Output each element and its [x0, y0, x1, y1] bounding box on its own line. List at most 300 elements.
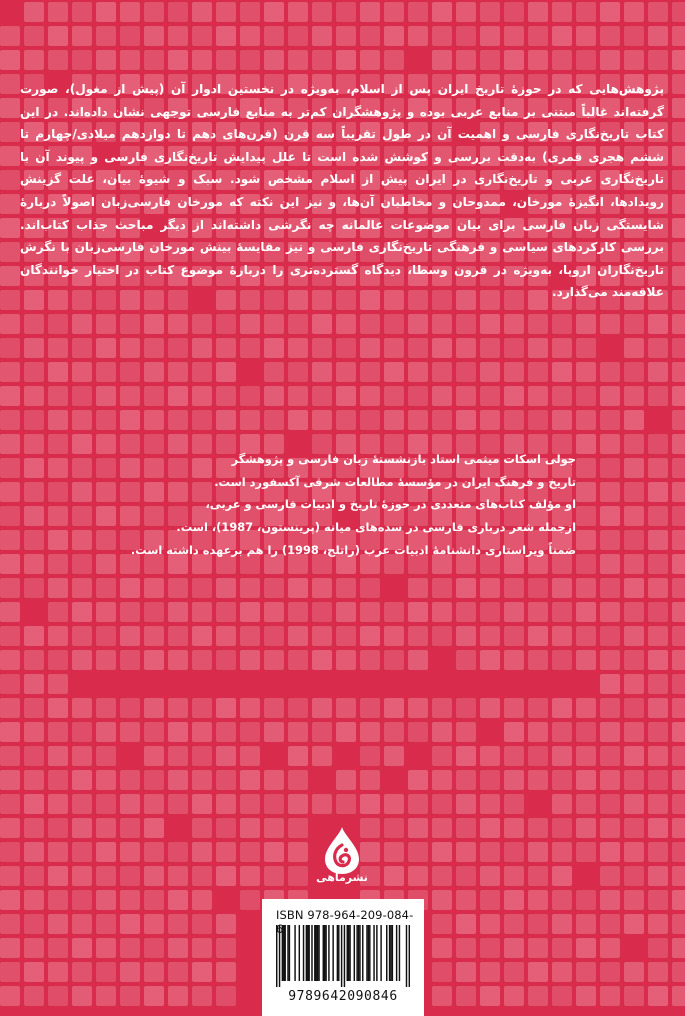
pattern-tile: [144, 650, 164, 670]
pattern-tile: [624, 626, 644, 646]
pattern-tile: [576, 506, 596, 526]
pattern-tile: [240, 794, 260, 814]
pattern-tile: [0, 554, 20, 574]
pattern-tile: [672, 434, 685, 454]
pattern-tile: [408, 770, 428, 790]
pattern-tile: [576, 914, 596, 934]
pattern-tile: [0, 602, 20, 622]
pattern-tile: [0, 938, 20, 958]
pattern-tile: [96, 506, 116, 526]
pattern-tile: [672, 698, 685, 718]
pattern-tile: [336, 2, 356, 22]
pattern-tile: [576, 26, 596, 46]
pattern-tile: [288, 602, 308, 622]
barcode-bar: [338, 925, 339, 981]
pattern-tile: [120, 2, 140, 22]
pattern-tile: [624, 458, 644, 478]
pattern-tile: [96, 914, 116, 934]
pattern-tile: [480, 986, 500, 1006]
pattern-tile: [24, 362, 44, 382]
pattern-tile: [480, 818, 500, 838]
pattern-tile: [408, 818, 428, 838]
pattern-tile: [144, 866, 164, 886]
pattern-tile: [528, 818, 548, 838]
pattern-tile: [672, 794, 685, 814]
pattern-tile: [240, 818, 260, 838]
pattern-tile: [672, 866, 685, 886]
pattern-tile: [576, 314, 596, 334]
pattern-tile: [456, 50, 476, 70]
pattern-tile: [24, 794, 44, 814]
pattern-tile: [72, 530, 92, 550]
pattern-tile: [168, 770, 188, 790]
pattern-tile: [96, 650, 116, 670]
pattern-tile: [432, 362, 452, 382]
pattern-tile: [48, 866, 68, 886]
pattern-tile: [264, 794, 284, 814]
pattern-tile: [96, 410, 116, 430]
pattern-tile: [168, 602, 188, 622]
pattern-tile: [504, 938, 524, 958]
pattern-tile: [240, 722, 260, 742]
pattern-tile: [480, 2, 500, 22]
pattern-tile: [24, 722, 44, 742]
pattern-tile: [408, 866, 428, 886]
pattern-tile: [336, 26, 356, 46]
pattern-tile: [0, 146, 20, 166]
pattern-tile: [648, 626, 668, 646]
pattern-tile: [48, 818, 68, 838]
pattern-tile: [528, 770, 548, 790]
pattern-tile: [528, 50, 548, 70]
pattern-tile: [264, 650, 284, 670]
pattern-tile: [528, 890, 548, 910]
barcode: [276, 925, 410, 987]
barcode-bar: [279, 925, 280, 987]
barcode-bar: [308, 925, 309, 981]
pattern-tile: [144, 338, 164, 358]
pattern-tile: [120, 914, 140, 934]
pattern-tile: [600, 770, 620, 790]
pattern-tile: [0, 818, 20, 838]
pattern-tile: [528, 26, 548, 46]
pattern-tile: [504, 866, 524, 886]
pattern-tile: [96, 26, 116, 46]
pattern-tile: [96, 338, 116, 358]
pattern-tile: [552, 338, 572, 358]
pattern-tile: [48, 530, 68, 550]
pattern-tile: [432, 410, 452, 430]
pattern-tile: [672, 266, 685, 286]
pattern-tile: [48, 2, 68, 22]
pattern-tile: [312, 626, 332, 646]
pattern-tile: [192, 818, 212, 838]
pattern-tile: [576, 770, 596, 790]
pattern-tile: [72, 458, 92, 478]
pattern-tile: [216, 842, 236, 862]
pattern-tile: [576, 626, 596, 646]
pattern-tile: [624, 818, 644, 838]
pattern-tile: [0, 290, 20, 310]
pattern-tile: [600, 626, 620, 646]
pattern-tile: [240, 314, 260, 334]
pattern-tile: [216, 386, 236, 406]
pattern-tile: [240, 746, 260, 766]
pattern-tile: [432, 578, 452, 598]
pattern-tile: [384, 698, 404, 718]
pattern-tile: [432, 338, 452, 358]
pattern-tile: [648, 650, 668, 670]
pattern-tile: [600, 410, 620, 430]
pattern-tile: [624, 530, 644, 550]
pattern-tile: [216, 818, 236, 838]
pattern-tile: [24, 842, 44, 862]
pattern-tile: [672, 194, 685, 214]
barcode-bar: [341, 925, 342, 987]
pattern-tile: [456, 986, 476, 1006]
pattern-tile: [48, 26, 68, 46]
pattern-tile: [72, 386, 92, 406]
pattern-tile: [24, 674, 44, 694]
pattern-tile: [624, 482, 644, 502]
pattern-tile: [672, 290, 685, 310]
pattern-tile: [216, 866, 236, 886]
pattern-tile: [624, 794, 644, 814]
pattern-tile: [672, 506, 685, 526]
pattern-tile: [24, 506, 44, 526]
pattern-tile: [528, 410, 548, 430]
pattern-tile: [72, 482, 92, 502]
pattern-tile: [312, 746, 332, 766]
pattern-tile: [120, 362, 140, 382]
pattern-tile: [360, 410, 380, 430]
pattern-tile: [216, 410, 236, 430]
pattern-tile: [48, 50, 68, 70]
pattern-tile: [648, 986, 668, 1006]
pattern-tile: [528, 938, 548, 958]
pattern-tile: [504, 746, 524, 766]
pattern-tile: [96, 50, 116, 70]
pattern-tile: [672, 746, 685, 766]
pattern-tile: [600, 2, 620, 22]
pattern-tile: [72, 434, 92, 454]
pattern-tile: [216, 962, 236, 982]
pattern-tile: [456, 602, 476, 622]
pattern-tile: [600, 794, 620, 814]
pattern-tile: [24, 770, 44, 790]
pattern-tile: [48, 914, 68, 934]
pattern-tile: [144, 410, 164, 430]
pattern-tile: [144, 938, 164, 958]
pattern-tile: [0, 698, 20, 718]
pattern-tile: [120, 386, 140, 406]
pattern-tile: [24, 554, 44, 574]
pattern-tile: [408, 410, 428, 430]
pattern-tile: [96, 458, 116, 478]
pattern-tile: [360, 722, 380, 742]
pattern-tile: [240, 698, 260, 718]
pattern-tile: [480, 338, 500, 358]
pattern-tile: [480, 890, 500, 910]
pattern-tile: [168, 50, 188, 70]
pattern-tile: [528, 338, 548, 358]
pattern-tile: [48, 986, 68, 1006]
pattern-tile: [264, 698, 284, 718]
pattern-tile: [96, 890, 116, 910]
pattern-tile: [384, 410, 404, 430]
pattern-tile: [0, 362, 20, 382]
pattern-tile: [432, 386, 452, 406]
pattern-tile: [552, 842, 572, 862]
pattern-tile: [312, 338, 332, 358]
pattern-tile: [432, 314, 452, 334]
pattern-tile: [624, 434, 644, 454]
pattern-tile: [576, 746, 596, 766]
pattern-tile: [624, 914, 644, 934]
pattern-tile: [288, 50, 308, 70]
pattern-tile: [48, 746, 68, 766]
pattern-tile: [192, 314, 212, 334]
barcode-bar: [409, 925, 410, 987]
pattern-tile: [672, 554, 685, 574]
pattern-tile: [552, 866, 572, 886]
pattern-tile: [24, 914, 44, 934]
pattern-tile: [264, 866, 284, 886]
author-bio-line: ازجمله شعر درباری فارسی در سده‌های میانه (پرینستون، 1987)، است.: [176, 520, 576, 535]
pattern-tile: [432, 986, 452, 1006]
pattern-tile: [672, 722, 685, 742]
pattern-tile: [624, 602, 644, 622]
pattern-tile: [552, 938, 572, 958]
pattern-tile: [432, 866, 452, 886]
pattern-tile: [648, 578, 668, 598]
pattern-tile: [648, 842, 668, 862]
pattern-tile: [456, 794, 476, 814]
pattern-tile: [672, 146, 685, 166]
pattern-tile: [144, 626, 164, 646]
pattern-tile: [72, 914, 92, 934]
barcode-bar: [356, 925, 357, 981]
pattern-tile: [168, 962, 188, 982]
pattern-tile: [72, 866, 92, 886]
pattern-tile: [168, 842, 188, 862]
pattern-tile: [120, 986, 140, 1006]
pattern-tile: [456, 578, 476, 598]
pattern-tile: [576, 986, 596, 1006]
pattern-tile: [120, 842, 140, 862]
barcode-bar: [283, 925, 284, 981]
pattern-tile: [144, 362, 164, 382]
pattern-tile: [240, 338, 260, 358]
pattern-tile: [312, 314, 332, 334]
pattern-tile: [144, 842, 164, 862]
pattern-tile: [624, 410, 644, 430]
pattern-tile: [24, 818, 44, 838]
pattern-tile: [24, 386, 44, 406]
pattern-tile: [216, 986, 236, 1006]
pattern-tile: [576, 722, 596, 742]
author-bio-line: ضمناً ویراستاری دانشنامهٔ ادبیات عرب (راتلج، 1998) را هم برعهده داشته است.: [130, 542, 576, 557]
pattern-tile: [96, 626, 116, 646]
pattern-tile: [408, 650, 428, 670]
pattern-tile: [24, 530, 44, 550]
pattern-tile: [672, 98, 685, 118]
pattern-tile: [72, 938, 92, 958]
pattern-tile: [384, 362, 404, 382]
pattern-tile: [672, 170, 685, 190]
pattern-tile: [552, 746, 572, 766]
barcode-bar: [299, 925, 300, 981]
pattern-tile: [168, 794, 188, 814]
pattern-tile: [192, 770, 212, 790]
pattern-tile: [672, 578, 685, 598]
pattern-tile: [360, 386, 380, 406]
pattern-tile: [216, 362, 236, 382]
pattern-tile: [24, 50, 44, 70]
barcode-bar: [344, 925, 345, 987]
pattern-tile: [144, 698, 164, 718]
pattern-tile: [552, 410, 572, 430]
pattern-tile: [288, 338, 308, 358]
pattern-tile: [648, 698, 668, 718]
pattern-tile: [0, 434, 20, 454]
pattern-tile: [576, 554, 596, 574]
barcode-bar: [399, 925, 400, 981]
pattern-tile: [216, 770, 236, 790]
pattern-tile: [336, 602, 356, 622]
pattern-tile: [192, 866, 212, 886]
pattern-tile: [48, 314, 68, 334]
pattern-tile: [216, 338, 236, 358]
pattern-tile: [672, 602, 685, 622]
pattern-tile: [528, 386, 548, 406]
pattern-tile: [480, 26, 500, 46]
pattern-tile: [648, 530, 668, 550]
pattern-tile: [576, 602, 596, 622]
barcode-bar: [311, 925, 312, 981]
pattern-tile: [648, 818, 668, 838]
pattern-tile: [480, 410, 500, 430]
pattern-tile: [72, 578, 92, 598]
pattern-tile: [72, 554, 92, 574]
pattern-tile: [288, 842, 308, 862]
pattern-tile: [384, 50, 404, 70]
barcode-bar: [376, 925, 377, 981]
book-description: پژوهش‌هایی که در حوزهٔ تاریخ ایران پس از اسلام، به‌ویژه در نخستین ادوار آن (پیش از مغول)، صورت گرفته‌اند غالباً مبتنی بر منابع عربی بوده و پژوهشگران کم‌تر به منابع فارسی توجهی نشان داده‌اند. در این کتاب تاریخ‌نگاری فارسی و اهمیت آن در طول تقریباً سه قرن (قرن‌های دهم تا دوازدهم میلادی/چهارم تا ششم هجری قمری) به‌دقت بررسی و کوشش شده است تا علل پیدایش تاریخ‌نگاری فارسی و پیوند آن با تاریخ‌نگاری عربی و تاریخ‌نگاری در ایران پیش از اسلام مشخص شود. سبک و شیوهٔ بیان، علت گزینش رویدادها، انگیزهٔ مورخان، ممدوحان و مخاطبان آن‌ها، و نیز این نکته که مورخان فارسی‌زبان اصولاً دربارهٔ شایستگی زبان فارسی برای بیان موضوعات عالمانه چه نگرشی داشته‌اند از دیگر مباحث جذاب کتاب‌اند. بررسی کارکردهای سیاسی و فرهنگی تاریخ‌نگاری فارسی و نیز مقایسهٔ بینش مورخان فارسی‌زبان با نگرش تاریخ‌نگاران اروپا، به‌ویژه در قرون وسطا، دیدگاه گسترده‌تری را دربارهٔ موضوع کتاب در اختیار خوانندگان علاقه‌مند می‌گذارد.: [20, 82, 664, 300]
pattern-tile: [48, 842, 68, 862]
pattern-tile: [456, 650, 476, 670]
pattern-tile: [288, 794, 308, 814]
pattern-tile: [672, 458, 685, 478]
pattern-tile: [192, 842, 212, 862]
pattern-tile: [264, 386, 284, 406]
pattern-tile: [96, 962, 116, 982]
pattern-tile: [504, 2, 524, 22]
pattern-tile: [72, 602, 92, 622]
pattern-tile: [408, 602, 428, 622]
pattern-tile: [672, 962, 685, 982]
pattern-tile: [648, 458, 668, 478]
pattern-tile: [0, 170, 20, 190]
pattern-tile: [672, 122, 685, 142]
pattern-tile: [120, 602, 140, 622]
pattern-tile: [96, 314, 116, 334]
pattern-tile: [192, 794, 212, 814]
pattern-tile: [48, 338, 68, 358]
pattern-tile: [408, 386, 428, 406]
author-bio-line: او مؤلف کتاب‌های متعددی در حوزهٔ تاریخ و ادبیات فارسی و عربی،: [205, 497, 576, 512]
pattern-tile: [480, 650, 500, 670]
pattern-tile: [456, 314, 476, 334]
pattern-tile: [264, 26, 284, 46]
barcode-area: [262, 899, 424, 1016]
pattern-tile: [648, 914, 668, 934]
barcode-bar: [323, 925, 324, 981]
pattern-tile: [48, 794, 68, 814]
pattern-tile: [192, 26, 212, 46]
pattern-tile: [0, 770, 20, 790]
pattern-tile: [672, 362, 685, 382]
pattern-tile: [312, 26, 332, 46]
pattern-tile: [312, 722, 332, 742]
pattern-tile: [456, 338, 476, 358]
pattern-tile: [24, 626, 44, 646]
pattern-tile: [624, 554, 644, 574]
pattern-tile: [72, 626, 92, 646]
pattern-tile: [288, 362, 308, 382]
pattern-tile: [576, 482, 596, 502]
pattern-tile: [120, 314, 140, 334]
pattern-tile: [216, 50, 236, 70]
pattern-tile: [360, 794, 380, 814]
pattern-tile: [48, 458, 68, 478]
pattern-tile: [600, 650, 620, 670]
pattern-tile: [72, 314, 92, 334]
barcode-bar: [406, 925, 407, 987]
pattern-tile: [528, 866, 548, 886]
pattern-tile: [168, 986, 188, 1006]
pattern-tile: [552, 722, 572, 742]
pattern-tile: [120, 794, 140, 814]
pattern-tile: [48, 674, 68, 694]
pattern-tile: [96, 818, 116, 838]
pattern-tile: [120, 818, 140, 838]
barcode-bar: [332, 925, 333, 981]
pattern-tile: [504, 794, 524, 814]
pattern-tile: [600, 506, 620, 526]
pattern-tile: [408, 2, 428, 22]
pattern-tile: [384, 650, 404, 670]
pattern-tile: [168, 314, 188, 334]
pattern-tile: [192, 938, 212, 958]
pattern-tile: [456, 386, 476, 406]
pattern-tile: [336, 794, 356, 814]
pattern-tile: [312, 602, 332, 622]
barcode-bar: [306, 925, 307, 981]
barcode-bar: [289, 925, 290, 981]
pattern-tile: [192, 602, 212, 622]
pattern-tile: [576, 578, 596, 598]
barcode-bar: [276, 925, 277, 987]
pattern-tile: [576, 50, 596, 70]
pattern-tile: [216, 626, 236, 646]
pattern-tile: [648, 338, 668, 358]
pattern-tile: [624, 986, 644, 1006]
pattern-tile: [360, 362, 380, 382]
pattern-tile: [360, 50, 380, 70]
pattern-tile: [144, 746, 164, 766]
pattern-tile: [312, 50, 332, 70]
